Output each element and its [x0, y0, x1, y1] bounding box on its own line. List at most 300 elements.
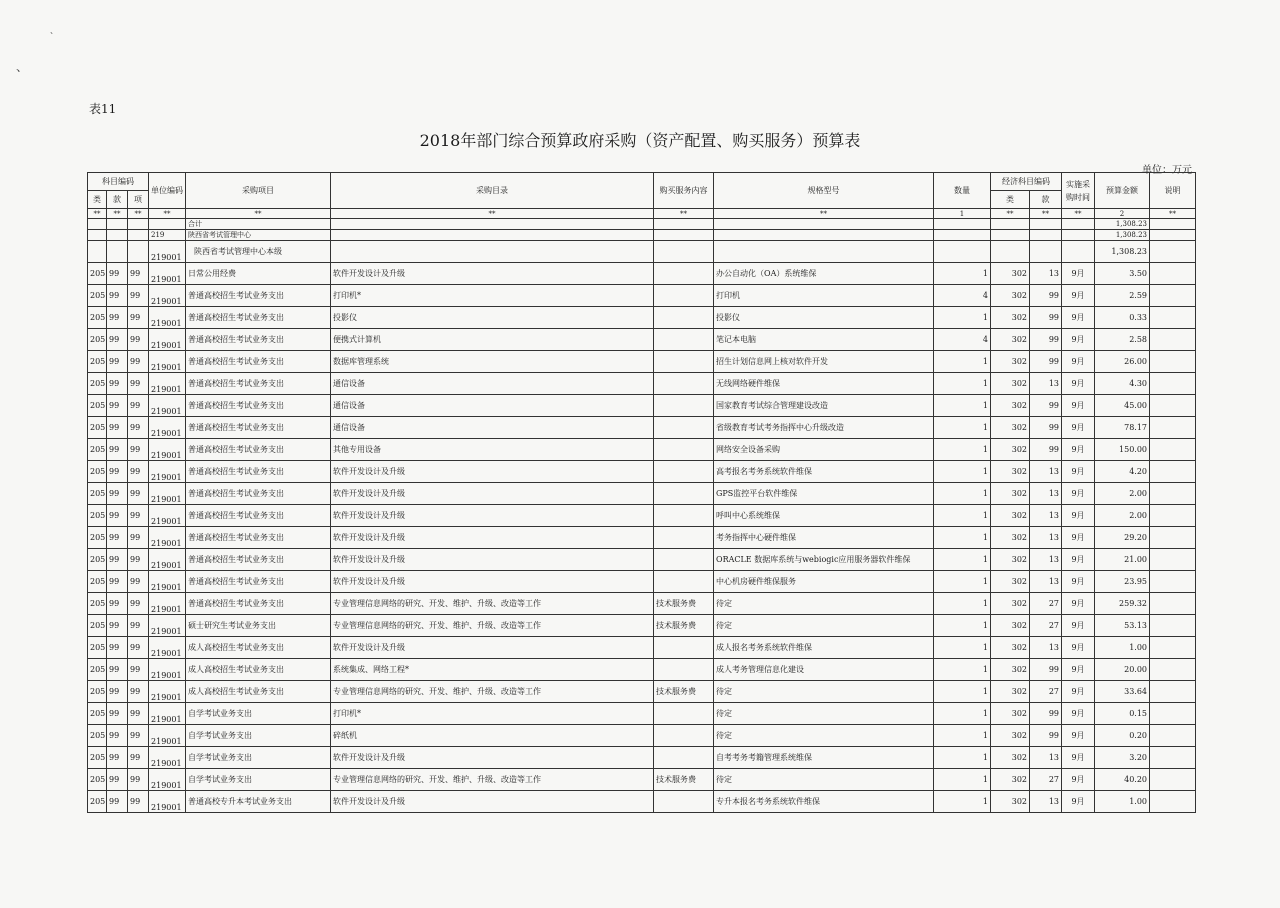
row-econ-kuan: 27	[1030, 681, 1062, 703]
row-catalog: 软件开发设计及升级	[331, 263, 654, 285]
table-row	[88, 725, 1196, 747]
code-cell: **	[107, 209, 128, 219]
row-xiang: 99	[128, 703, 149, 725]
row-note	[1150, 571, 1196, 593]
row-qty: 1	[934, 571, 991, 593]
budget-table	[87, 172, 1196, 813]
empty-cell	[331, 241, 654, 263]
row-amount: 53.13	[1095, 615, 1150, 637]
table-row	[88, 461, 1196, 483]
row-xiang: 99	[128, 307, 149, 329]
row-qty: 1	[934, 263, 991, 285]
row-spec: 成人考务管理信息化建设	[714, 659, 934, 681]
row-qty: 1	[934, 527, 991, 549]
table-row	[88, 417, 1196, 439]
row-service	[654, 725, 714, 747]
row-project: 普通高校招生考试业务支出	[186, 351, 331, 373]
row-service	[654, 373, 714, 395]
row-note	[1150, 637, 1196, 659]
row-econ-kuan: 13	[1030, 571, 1062, 593]
row-time: 9月	[1062, 615, 1095, 637]
row-service	[654, 571, 714, 593]
row-amount: 259.32	[1095, 593, 1150, 615]
unit-row	[88, 241, 1196, 263]
header-econ-code: 经济科目编码	[991, 173, 1062, 191]
row-xiang: 99	[128, 263, 149, 285]
row-time: 9月	[1062, 263, 1095, 285]
row-kuan: 99	[107, 417, 128, 439]
row-project: 硕士研究生考试业务支出	[186, 615, 331, 637]
row-note	[1150, 659, 1196, 681]
row-xiang: 99	[128, 329, 149, 351]
code-cell: **	[1062, 209, 1095, 219]
empty-cell	[1030, 241, 1062, 263]
row-catalog: 专业管理信息网络的研究、开发、维护、升级、改造等工作	[331, 769, 654, 791]
row-note	[1150, 527, 1196, 549]
code-cell: **	[1030, 209, 1062, 219]
row-xiang: 99	[128, 593, 149, 615]
table-row	[88, 351, 1196, 373]
row-spec: 考务指挥中心硬件维保	[714, 527, 934, 549]
row-lei: 205	[88, 791, 107, 813]
row-project: 普通高校招生考试业务支出	[186, 373, 331, 395]
row-catalog: 专业管理信息网络的研究、开发、维护、升级、改造等工作	[331, 593, 654, 615]
row-spec: 待定	[714, 703, 934, 725]
row-spec: 招生计划信息网上核对软件开发	[714, 351, 934, 373]
table-row	[88, 791, 1196, 813]
row-spec: 自考考务考籍管理系统维保	[714, 747, 934, 769]
row-service	[654, 747, 714, 769]
row-econ-lei: 302	[991, 417, 1030, 439]
row-lei: 205	[88, 417, 107, 439]
row-amount: 26.00	[1095, 351, 1150, 373]
row-qty: 1	[934, 483, 991, 505]
row-unit-code: 219001	[149, 263, 186, 285]
row-service	[654, 439, 714, 461]
row-service	[654, 263, 714, 285]
table-row	[88, 505, 1196, 527]
row-econ-kuan: 13	[1030, 373, 1062, 395]
row-unit-code: 219001	[149, 329, 186, 351]
row-project: 自学考试业务支出	[186, 703, 331, 725]
row-service	[654, 637, 714, 659]
row-qty: 1	[934, 307, 991, 329]
header-econ-kuan: 款	[1030, 191, 1062, 209]
empty-cell	[107, 219, 128, 230]
row-spec: 国家教育考试综合管理建设改造	[714, 395, 934, 417]
empty-cell	[1150, 230, 1196, 241]
header-econ-lei: 类	[991, 191, 1030, 209]
table-row	[88, 637, 1196, 659]
row-time: 9月	[1062, 637, 1095, 659]
table-row	[88, 615, 1196, 637]
row-amount: 23.95	[1095, 571, 1150, 593]
row-service	[654, 461, 714, 483]
empty-cell	[654, 219, 714, 230]
header-unit-code: 单位编码	[149, 173, 186, 209]
row-note	[1150, 725, 1196, 747]
row-catalog: 其他专用设备	[331, 439, 654, 461]
row-unit-code: 219001	[149, 725, 186, 747]
row-time: 9月	[1062, 505, 1095, 527]
row-unit-code: 219001	[149, 615, 186, 637]
row-project: 普通高校招生考试业务支出	[186, 395, 331, 417]
row-kuan: 99	[107, 659, 128, 681]
row-service: 技术服务费	[654, 769, 714, 791]
row-unit-code: 219001	[149, 351, 186, 373]
row-catalog: 通信设备	[331, 395, 654, 417]
row-catalog: 软件开发设计及升级	[331, 637, 654, 659]
row-econ-kuan: 13	[1030, 791, 1062, 813]
row-xiang: 99	[128, 395, 149, 417]
row-kuan: 99	[107, 549, 128, 571]
row-lei: 205	[88, 593, 107, 615]
row-note	[1150, 285, 1196, 307]
row-note	[1150, 505, 1196, 527]
row-econ-lei: 302	[991, 791, 1030, 813]
row-spec: 成人报名考务系统软件维保	[714, 637, 934, 659]
row-econ-kuan: 99	[1030, 417, 1062, 439]
row-qty: 1	[934, 395, 991, 417]
row-lei: 205	[88, 461, 107, 483]
row-unit-code: 219001	[149, 791, 186, 813]
unit-code: 219001	[149, 241, 186, 263]
row-qty: 1	[934, 505, 991, 527]
empty-cell	[107, 241, 128, 263]
header-catalog: 采购目录	[331, 173, 654, 209]
row-xiang: 99	[128, 527, 149, 549]
row-note	[1150, 703, 1196, 725]
row-time: 9月	[1062, 329, 1095, 351]
row-project: 成人高校招生考试业务支出	[186, 659, 331, 681]
row-project: 普通高校招生考试业务支出	[186, 571, 331, 593]
row-time: 9月	[1062, 395, 1095, 417]
row-project: 自学考试业务支出	[186, 747, 331, 769]
row-service: 技术服务费	[654, 615, 714, 637]
row-spec: 网络安全设备采购	[714, 439, 934, 461]
code-cell: **	[88, 209, 107, 219]
row-econ-lei: 302	[991, 373, 1030, 395]
row-qty: 1	[934, 791, 991, 813]
row-amount: 0.15	[1095, 703, 1150, 725]
table-row	[88, 329, 1196, 351]
table-row	[88, 549, 1196, 571]
row-time: 9月	[1062, 703, 1095, 725]
row-kuan: 99	[107, 373, 128, 395]
row-spec: 无线网络硬件维保	[714, 373, 934, 395]
row-amount: 2.58	[1095, 329, 1150, 351]
row-project: 成人高校招生考试业务支出	[186, 637, 331, 659]
code-cell: **	[149, 209, 186, 219]
row-xiang: 99	[128, 725, 149, 747]
row-qty: 1	[934, 373, 991, 395]
row-time: 9月	[1062, 285, 1095, 307]
table-row	[88, 395, 1196, 417]
row-econ-lei: 302	[991, 637, 1030, 659]
row-unit-code: 219001	[149, 659, 186, 681]
row-econ-lei: 302	[991, 263, 1030, 285]
row-qty: 1	[934, 703, 991, 725]
row-service	[654, 285, 714, 307]
row-xiang: 99	[128, 769, 149, 791]
row-kuan: 99	[107, 505, 128, 527]
row-qty: 4	[934, 285, 991, 307]
row-lei: 205	[88, 725, 107, 747]
row-lei: 205	[88, 373, 107, 395]
unit-amount: 1,308.23	[1095, 241, 1150, 263]
row-service	[654, 791, 714, 813]
row-kuan: 99	[107, 395, 128, 417]
row-note	[1150, 351, 1196, 373]
row-time: 9月	[1062, 593, 1095, 615]
table-row	[88, 439, 1196, 461]
row-note	[1150, 307, 1196, 329]
row-qty: 1	[934, 417, 991, 439]
row-time: 9月	[1062, 373, 1095, 395]
row-amount: 2.00	[1095, 483, 1150, 505]
row-econ-lei: 302	[991, 593, 1030, 615]
row-unit-code: 219001	[149, 703, 186, 725]
row-lei: 205	[88, 703, 107, 725]
row-unit-code: 219001	[149, 681, 186, 703]
row-kuan: 99	[107, 791, 128, 813]
row-catalog: 打印机*	[331, 703, 654, 725]
row-catalog: 通信设备	[331, 417, 654, 439]
row-unit-code: 219001	[149, 637, 186, 659]
row-econ-kuan: 13	[1030, 549, 1062, 571]
table-row	[88, 659, 1196, 681]
row-econ-lei: 302	[991, 285, 1030, 307]
row-kuan: 99	[107, 703, 128, 725]
row-time: 9月	[1062, 769, 1095, 791]
table-row	[88, 593, 1196, 615]
row-amount: 3.20	[1095, 747, 1150, 769]
row-kuan: 99	[107, 351, 128, 373]
row-time: 9月	[1062, 725, 1095, 747]
row-xiang: 99	[128, 483, 149, 505]
empty-cell	[88, 219, 107, 230]
row-note	[1150, 615, 1196, 637]
row-amount: 150.00	[1095, 439, 1150, 461]
row-time: 9月	[1062, 571, 1095, 593]
row-catalog: 通信设备	[331, 373, 654, 395]
row-time: 9月	[1062, 461, 1095, 483]
row-econ-lei: 302	[991, 615, 1030, 637]
row-kuan: 99	[107, 681, 128, 703]
row-econ-lei: 302	[991, 681, 1030, 703]
row-time: 9月	[1062, 747, 1095, 769]
row-project: 普通高校招生考试业务支出	[186, 549, 331, 571]
row-time: 9月	[1062, 791, 1095, 813]
row-econ-lei: 302	[991, 725, 1030, 747]
row-kuan: 99	[107, 461, 128, 483]
row-spec: 专升本报名考务系统软件维保	[714, 791, 934, 813]
empty-cell	[654, 230, 714, 241]
header-time: 实施采购时间	[1062, 173, 1095, 209]
row-catalog: 便携式计算机	[331, 329, 654, 351]
row-spec: 省级教育考试考务指挥中心升级改造	[714, 417, 934, 439]
row-spec: 待定	[714, 681, 934, 703]
row-kuan: 99	[107, 615, 128, 637]
empty-cell	[128, 230, 149, 241]
code-cell: 2	[1095, 209, 1150, 219]
code-cell: **	[991, 209, 1030, 219]
row-kuan: 99	[107, 593, 128, 615]
empty-cell	[991, 230, 1030, 241]
row-amount: 20.00	[1095, 659, 1150, 681]
row-unit-code: 219001	[149, 461, 186, 483]
row-econ-lei: 302	[991, 769, 1030, 791]
header-note: 说明	[1150, 173, 1196, 209]
empty-cell	[88, 230, 107, 241]
row-note	[1150, 681, 1196, 703]
row-qty: 1	[934, 747, 991, 769]
row-lei: 205	[88, 395, 107, 417]
row-lei: 205	[88, 483, 107, 505]
row-lei: 205	[88, 263, 107, 285]
header-service: 购买服务内容	[654, 173, 714, 209]
row-service	[654, 505, 714, 527]
row-unit-code: 219001	[149, 527, 186, 549]
empty-cell	[934, 219, 991, 230]
empty-cell	[88, 241, 107, 263]
row-project: 普通高校招生考试业务支出	[186, 461, 331, 483]
header-spec: 规格型号	[714, 173, 934, 209]
empty-cell	[149, 219, 186, 230]
total-label: 合计	[186, 219, 331, 230]
row-service: 技术服务费	[654, 681, 714, 703]
row-lei: 205	[88, 747, 107, 769]
row-catalog: 数据库管理系统	[331, 351, 654, 373]
header-xiang: 项	[128, 191, 149, 209]
dept-amount: 1,308.23	[1095, 230, 1150, 241]
row-qty: 1	[934, 461, 991, 483]
code-cell: **	[1150, 209, 1196, 219]
header-row-1	[88, 173, 1196, 191]
code-cell: **	[714, 209, 934, 219]
table-row	[88, 263, 1196, 285]
row-note	[1150, 769, 1196, 791]
row-catalog: 专业管理信息网络的研究、开发、维护、升级、改造等工作	[331, 615, 654, 637]
row-qty: 1	[934, 549, 991, 571]
row-spec: 投影仪	[714, 307, 934, 329]
empty-cell	[1062, 241, 1095, 263]
row-project: 普通高校招生考试业务支出	[186, 505, 331, 527]
row-time: 9月	[1062, 417, 1095, 439]
code-cell: **	[654, 209, 714, 219]
row-lei: 205	[88, 637, 107, 659]
header-subject-code: 科目编码	[88, 173, 149, 191]
row-xiang: 99	[128, 505, 149, 527]
row-service	[654, 483, 714, 505]
row-econ-kuan: 99	[1030, 725, 1062, 747]
row-service	[654, 307, 714, 329]
row-unit-code: 219001	[149, 373, 186, 395]
row-xiang: 99	[128, 747, 149, 769]
row-service	[654, 395, 714, 417]
row-unit-code: 219001	[149, 549, 186, 571]
row-econ-kuan: 99	[1030, 395, 1062, 417]
row-econ-lei: 302	[991, 527, 1030, 549]
row-amount: 29.20	[1095, 527, 1150, 549]
row-note	[1150, 329, 1196, 351]
row-qty: 1	[934, 593, 991, 615]
row-qty: 1	[934, 681, 991, 703]
row-project: 普通高校招生考试业务支出	[186, 329, 331, 351]
dept-row	[88, 230, 1196, 241]
table-row	[88, 307, 1196, 329]
row-qty: 1	[934, 769, 991, 791]
total-row	[88, 219, 1196, 230]
row-xiang: 99	[128, 681, 149, 703]
row-catalog: 软件开发设计及升级	[331, 505, 654, 527]
row-econ-lei: 302	[991, 439, 1030, 461]
row-amount: 0.33	[1095, 307, 1150, 329]
row-unit-code: 219001	[149, 417, 186, 439]
empty-cell	[128, 219, 149, 230]
row-econ-lei: 302	[991, 571, 1030, 593]
row-project: 日常公用经费	[186, 263, 331, 285]
row-spec: GPS监控平台软件维保	[714, 483, 934, 505]
row-econ-kuan: 13	[1030, 263, 1062, 285]
table-row	[88, 769, 1196, 791]
row-kuan: 99	[107, 527, 128, 549]
row-unit-code: 219001	[149, 483, 186, 505]
table-row	[88, 571, 1196, 593]
row-note	[1150, 417, 1196, 439]
row-catalog: 碎纸机	[331, 725, 654, 747]
row-note	[1150, 483, 1196, 505]
row-spec: 高考报名考务系统软件维保	[714, 461, 934, 483]
row-time: 9月	[1062, 549, 1095, 571]
row-econ-lei: 302	[991, 307, 1030, 329]
row-amount: 45.00	[1095, 395, 1150, 417]
empty-cell	[1150, 219, 1196, 230]
row-econ-kuan: 99	[1030, 659, 1062, 681]
row-xiang: 99	[128, 615, 149, 637]
row-econ-lei: 302	[991, 505, 1030, 527]
row-time: 9月	[1062, 659, 1095, 681]
empty-cell	[934, 241, 991, 263]
row-xiang: 99	[128, 417, 149, 439]
row-econ-kuan: 27	[1030, 593, 1062, 615]
row-xiang: 99	[128, 637, 149, 659]
code-cell: **	[331, 209, 654, 219]
row-amount: 21.00	[1095, 549, 1150, 571]
row-kuan: 99	[107, 307, 128, 329]
dept-code: 219	[149, 230, 186, 241]
code-cell: 1	[934, 209, 991, 219]
row-project: 普通高校招生考试业务支出	[186, 285, 331, 307]
row-unit-code: 219001	[149, 395, 186, 417]
row-project: 普通高校招生考试业务支出	[186, 307, 331, 329]
row-econ-kuan: 99	[1030, 307, 1062, 329]
row-xiang: 99	[128, 571, 149, 593]
row-project: 普通高校招生考试业务支出	[186, 483, 331, 505]
row-note	[1150, 593, 1196, 615]
row-econ-kuan: 13	[1030, 483, 1062, 505]
page-title: 2018年部门综合预算政府采购（资产配置、购买服务）预算表	[419, 131, 861, 150]
row-service	[654, 417, 714, 439]
row-catalog: 软件开发设计及升级	[331, 791, 654, 813]
header-kuan: 款	[107, 191, 128, 209]
row-service	[654, 351, 714, 373]
header-project: 采购项目	[186, 173, 331, 209]
row-project: 成人高校招生考试业务支出	[186, 681, 331, 703]
row-unit-code: 219001	[149, 285, 186, 307]
row-catalog: 软件开发设计及升级	[331, 461, 654, 483]
table-row	[88, 285, 1196, 307]
